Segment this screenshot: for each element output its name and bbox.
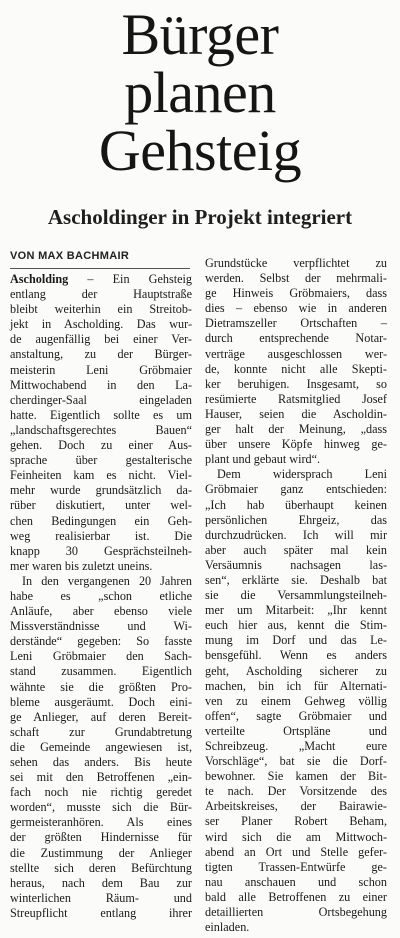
text-line: Mittwochabend in den La- — [10, 377, 192, 392]
byline: VON MAX BACHMAIR — [10, 250, 130, 262]
text-line: winterlichen Räum- und — [10, 890, 192, 905]
text-line: bensgefühl. Wenn es anders — [205, 648, 387, 663]
text-line: sprache über gestalterische — [10, 453, 192, 468]
right-column — [205, 256, 387, 935]
text-line: Dietramszeller Ortschaften – — [205, 316, 387, 331]
text-line: sie die Versammlungsteilneh- — [205, 588, 387, 603]
text-line: chen Bedingungen ein Geh- — [10, 513, 192, 528]
text-line: schaft zur Grundabtretung — [10, 724, 192, 739]
left-column — [10, 272, 192, 921]
byline-rule — [10, 268, 190, 269]
text-line: Missverständnisse und Wi- — [10, 619, 192, 634]
text-line: worden“, musste sich die Bür- — [10, 800, 192, 815]
text-line: bewohner. Sie kamen der Bit- — [205, 769, 387, 784]
text-line: jekt in Ascholding. Das wur- — [10, 317, 192, 332]
text-line: „Ich hab überhaupt keinen — [205, 497, 387, 512]
text-line: wird sich die am Mittwoch- — [205, 829, 387, 844]
text-line: die Zustimmung der Anlieger — [10, 845, 192, 860]
text-line: geht, Ascholding sicherer zu — [205, 663, 387, 678]
headline-line: Bürger — [121, 2, 279, 67]
text-line: gehen. Doch zu einer Aus- — [10, 438, 192, 453]
text-line: durch entsprechende Notar- — [205, 331, 387, 346]
text-line: knapp 30 Gesprächsteilneh- — [10, 543, 192, 558]
text-line: der größten Hindernisse für — [10, 830, 192, 845]
text-line: wähnte sie die größten Pro- — [10, 679, 192, 694]
text-line: verträge ausgeschlossen wer- — [205, 346, 387, 361]
text-line: de, konnte nicht alle Skepti- — [205, 361, 387, 376]
text-line: Vorschläge“, bat sie die Dorf- — [205, 754, 387, 769]
text-line: Anläufe, aber ebenso viele — [10, 604, 192, 619]
text-line: bald alle Betroffenen zu einer — [205, 889, 387, 904]
headline — [0, 2, 400, 183]
text-line: ger halt der Meinung, „dass — [205, 422, 387, 437]
text-line: ser Planer Robert Beham, — [205, 814, 387, 829]
text-line: heraus, nach dem Bau zur — [10, 875, 192, 890]
text-line: entlang der Hauptstraße — [10, 287, 192, 302]
text-line: euch hier aus, kennt die Stim- — [205, 618, 387, 633]
text-line: einladen. — [205, 920, 250, 935]
text-line: sen“, erklärte sie. Deshalb bat — [205, 572, 387, 587]
text-line: resümierte Ratsmitglied Josef — [205, 391, 387, 406]
text-line: hatte. Eigentlich sollte es um — [10, 407, 192, 422]
text-line: verteilte Ortspläne und — [205, 723, 387, 738]
text-line: meisterin Leni Gröbmaier — [10, 362, 192, 377]
headline-line: planen — [124, 60, 276, 125]
text-line: Arbeitskreises, der Bairawie- — [205, 799, 387, 814]
text-line: werden. Selbst der mehrmali- — [205, 271, 387, 286]
text-line: die Gemeinde angewiesen ist, — [10, 739, 192, 754]
text-line: ven zu einem Gehweg völlig — [205, 693, 387, 708]
text-line: plant und gebaut wird“. — [205, 452, 321, 467]
text-line: Ascholding – Ein Gehsteig — [10, 272, 192, 286]
text-line: stand zusammen. Eigentlich — [10, 664, 192, 679]
text-line: detaillierten Ortsbegehung — [205, 905, 387, 920]
text-line: Schreibzeug. „Macht eure — [205, 739, 387, 753]
subheadline: Ascholdinger in Projekt integriert — [47, 205, 353, 229]
text-line: stellte sich deren Befürchtung — [10, 860, 192, 875]
dateline: Ascholding — [10, 272, 69, 286]
text-line: ker beruhigen. Insgesamt, so — [205, 376, 387, 391]
text-line: bleibt weiterhin ein Streitob- — [10, 302, 192, 317]
text-line: germeistеranhören. Als eines — [10, 815, 192, 830]
text-line: mer um Mitarbeit: „Ihr kennt — [205, 603, 387, 618]
text-line: Versäumnis nachsagen las- — [205, 557, 387, 572]
text-line: Grundstücke verpflichtet zu — [205, 256, 387, 270]
text-line: nau anschauen und schon — [205, 874, 387, 889]
text-line: dies – ebenso wie in anderen — [205, 301, 387, 316]
text-line: te nach. Der Vorsitzende des — [205, 784, 387, 799]
text-line: weg realisierbar ist. Die — [10, 528, 192, 543]
text-line: anstaltung, zu der Bürger- — [10, 347, 192, 362]
text-line: machen, bin ich für Alternati- — [205, 678, 387, 693]
text-line: fach noch nie richtig geredet — [10, 785, 192, 800]
text-line: tigten Trassen-Entwürfe ge- — [205, 859, 387, 874]
text-line: aber auch später mal kein — [205, 542, 387, 557]
text-line: Gröbmaier ganz entschieden: — [205, 482, 387, 497]
text-line: bleme ausgeräumt. Doch eini- — [10, 694, 192, 709]
text-line: ge Anlieger, auf deren Bereit- — [10, 709, 192, 724]
text-line: mung im Dorf und das Le- — [205, 633, 387, 648]
text-line: Hauser, seien die Ascholdin- — [205, 406, 387, 421]
text-line: ge Hinweis Gröbmaiers, dass — [205, 286, 387, 301]
text-line: Dem widersprach Leni — [217, 467, 387, 482]
text-line: über unsere Köpfe hinweg ge- — [205, 437, 387, 452]
text-line: rüber diskutiert, unter wel- — [10, 498, 192, 513]
text-line: abend an Ort und Stelle gefer- — [205, 844, 387, 859]
text-line: Streupflicht entlang ihrer — [10, 905, 192, 920]
text-line: Feinheiten kam es nicht. Viel- — [10, 468, 192, 483]
text-line: persönlichen Ehrgeiz, das — [205, 512, 387, 527]
text-line: mehr wurde grundsätzlich da- — [10, 483, 192, 498]
text-line: sei mit den Betroffenen „ein- — [10, 770, 192, 785]
text-line: cherdinger-Saal eingeladen — [10, 392, 192, 407]
text-line: durchzudrücken. Ich will mir — [205, 527, 387, 542]
text-line: offen“, sagte Gröbmaier und — [205, 708, 387, 723]
text-line: Leni Gröbmaier den Sach- — [10, 649, 192, 664]
text-line: habe es „schon etliche — [10, 588, 192, 603]
text-line: „landschaftsgerechtes Bauen“ — [10, 422, 192, 437]
text-line: derstände“ gegeben: So fasste — [10, 634, 192, 649]
headline-line: Gehsteig — [98, 118, 302, 183]
text-line: In den vergangenen 20 Jahren — [22, 573, 192, 588]
text-line: sehen das anders. Bis heute — [10, 755, 192, 769]
text-line: de augenfällig bei einer Ver- — [10, 332, 192, 347]
text-line: mer waren bis zuletzt uneins. — [10, 558, 153, 573]
